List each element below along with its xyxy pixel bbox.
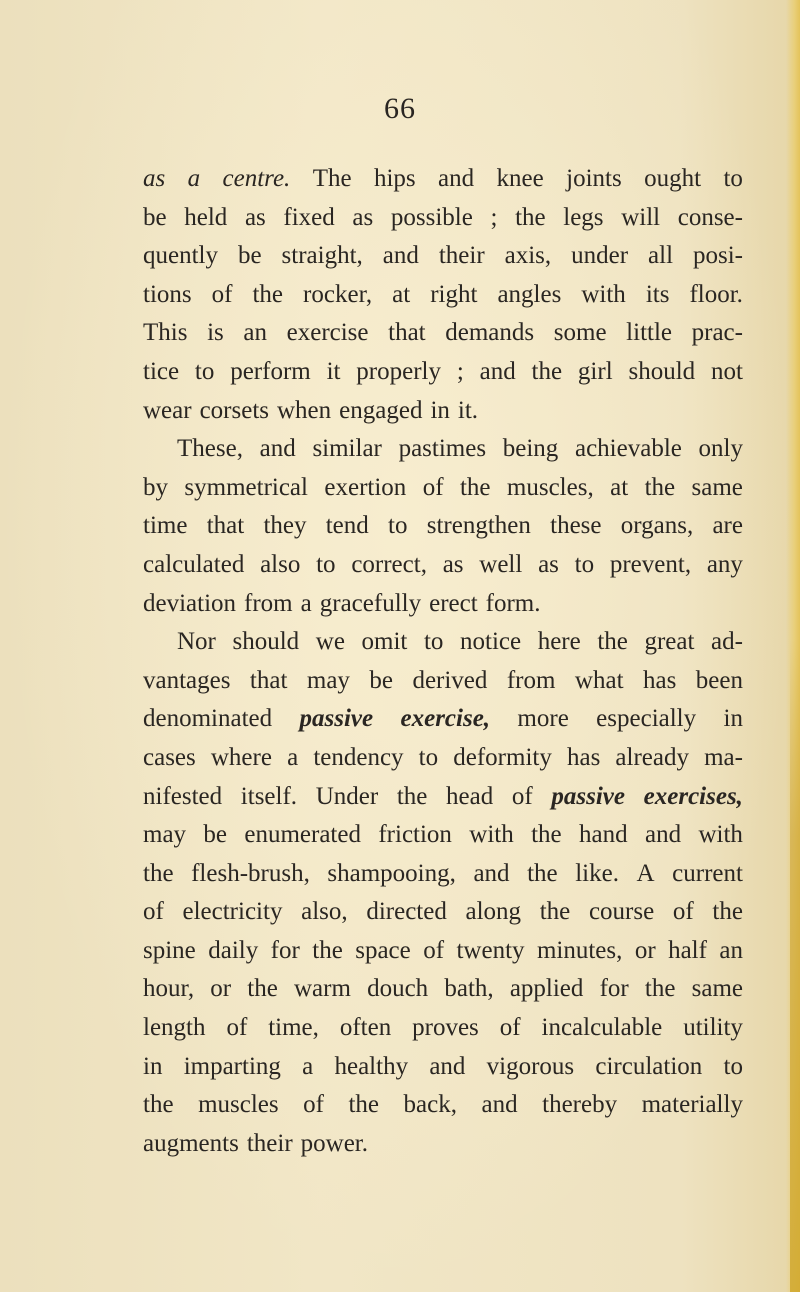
word: wear (143, 396, 192, 424)
word: a (300, 589, 312, 617)
text-line (143, 932, 743, 971)
text-line (143, 276, 743, 315)
word: straight, (281, 242, 363, 270)
text-line (143, 1125, 743, 1164)
word: may (306, 666, 350, 694)
body-text (143, 160, 743, 1163)
word: spine (143, 936, 196, 964)
word: These, (177, 435, 243, 463)
word: hour, (143, 975, 195, 1003)
word: calculated (143, 550, 245, 578)
word: centre. (222, 165, 291, 192)
word: This (143, 319, 188, 347)
word: also, (301, 898, 348, 926)
word: of (303, 1091, 324, 1119)
word: angles (497, 280, 562, 308)
text-line (143, 623, 743, 662)
word: demands (445, 319, 535, 347)
word: an (243, 319, 267, 347)
word: been (695, 666, 743, 694)
word: twenty (456, 936, 525, 964)
word: or (634, 936, 656, 964)
word: as (538, 550, 559, 578)
word: held (184, 203, 228, 231)
word: great (644, 628, 695, 656)
word: symmetrical (184, 473, 308, 501)
word: the (348, 1091, 380, 1119)
word: of (672, 898, 694, 926)
word: achievable (574, 435, 682, 463)
word: Under (315, 782, 379, 810)
word: the (247, 975, 278, 1003)
word: power. (300, 1129, 369, 1157)
word: not (710, 357, 743, 385)
word: a (287, 743, 299, 771)
text-line (143, 199, 743, 238)
word: properly (356, 357, 441, 385)
word: ad- (711, 628, 743, 656)
word: what (574, 666, 624, 694)
word: should (232, 628, 300, 656)
word: the (396, 782, 428, 810)
word: is (207, 319, 224, 347)
word: and (481, 1091, 518, 1119)
text-line (143, 970, 743, 1009)
word: course (588, 898, 655, 926)
word: notice (460, 628, 522, 656)
word: materially (641, 1091, 743, 1119)
word: a (302, 1052, 314, 1080)
word: the (143, 1091, 174, 1119)
word: prac- (691, 319, 743, 347)
word: any (706, 550, 743, 578)
word: more (517, 705, 569, 733)
word: along (465, 898, 522, 926)
word: cases (143, 743, 196, 771)
word: and (259, 435, 296, 463)
word: space (355, 936, 411, 964)
word: erect (429, 589, 478, 617)
word: some (553, 319, 607, 347)
word: well (479, 550, 523, 578)
word: little (626, 319, 672, 347)
word: time, (268, 1014, 319, 1042)
word: strengthen (426, 512, 531, 540)
word: muscles, (506, 473, 594, 501)
word: only (698, 435, 743, 463)
word: of (499, 1014, 521, 1042)
word: incalculable (541, 1014, 663, 1042)
word: of (423, 936, 445, 964)
word: time (143, 512, 188, 540)
word: be (143, 203, 167, 231)
text-line (143, 700, 743, 739)
word: minutes, (536, 936, 623, 964)
text-line (143, 816, 743, 855)
word: The (312, 165, 352, 192)
word: prevent, (609, 550, 692, 578)
word: the (459, 473, 491, 501)
word: posi- (693, 242, 743, 270)
text-line (143, 585, 743, 624)
word: the (143, 859, 174, 887)
word: denominated (143, 705, 273, 733)
word: omit (361, 628, 408, 656)
text-line (143, 739, 743, 778)
word: to (574, 550, 595, 578)
word: engaged (339, 396, 423, 424)
word: A (636, 859, 655, 887)
word: under (571, 242, 629, 270)
word: as (244, 203, 266, 231)
word: we (315, 628, 345, 656)
word: be (369, 666, 393, 694)
word: deviation (143, 589, 237, 617)
word: to (194, 357, 215, 385)
word: vantages (143, 666, 231, 694)
word: be (237, 242, 262, 270)
word: with (469, 821, 514, 849)
word: with (698, 821, 743, 849)
word: daily (208, 936, 259, 964)
word: their (246, 1129, 293, 1157)
word: may (143, 821, 187, 849)
word: being (502, 435, 559, 463)
text-line (143, 1009, 743, 1048)
word: these (550, 512, 602, 540)
word: the (531, 357, 563, 385)
word: enumerated (244, 821, 361, 849)
word: to (316, 550, 336, 578)
word: douch (367, 975, 429, 1003)
word: corsets (199, 396, 269, 424)
word: are (712, 512, 743, 540)
text-line (143, 353, 743, 392)
word: form. (485, 589, 541, 617)
word: deformity (453, 743, 552, 771)
word: girl (577, 357, 613, 385)
word: ; (456, 357, 464, 385)
word: as (352, 203, 374, 231)
word: its (645, 280, 670, 308)
word: the (252, 280, 284, 308)
word: has (566, 743, 601, 771)
word: in (143, 1052, 163, 1080)
word: in (723, 705, 743, 733)
page-edge-stain (790, 640, 800, 1292)
word: head (446, 782, 494, 810)
word: where (210, 743, 272, 771)
word: and (429, 1052, 466, 1080)
word: of (422, 473, 444, 501)
word: applied (509, 975, 584, 1003)
word: exertion (324, 473, 407, 501)
word: of (143, 898, 164, 926)
word: pastimes (398, 435, 487, 463)
word: and (382, 242, 419, 270)
word: organs, (620, 512, 694, 540)
word: friction (378, 821, 452, 849)
word: also (260, 550, 301, 578)
word: will (621, 203, 661, 231)
word: it (326, 357, 341, 385)
word: ; (490, 203, 498, 231)
word: ma- (704, 743, 743, 771)
word: bath, (444, 975, 494, 1003)
word: to (423, 628, 444, 656)
word: possible (390, 203, 473, 231)
word: like. (575, 859, 619, 887)
word: healthy (334, 1052, 409, 1080)
text-line (143, 237, 743, 276)
word: right (430, 280, 478, 308)
word: especially (596, 705, 697, 733)
word: to (418, 743, 439, 771)
word: that (388, 319, 426, 347)
word: passive (299, 705, 374, 733)
word: warm (293, 975, 351, 1003)
word: vigorous (486, 1052, 575, 1080)
word: same (691, 975, 743, 1003)
word: to (723, 165, 743, 192)
word: utility (683, 1014, 743, 1042)
word: thereby (542, 1091, 618, 1119)
word: fixed (283, 203, 335, 231)
word: circulation (595, 1052, 703, 1080)
word: as (143, 165, 166, 192)
word: an (719, 936, 743, 964)
word: flesh-brush, (191, 859, 310, 887)
word: the (527, 859, 558, 887)
word: muscles (198, 1091, 279, 1119)
word: tendency (313, 743, 404, 771)
word: legs (563, 203, 604, 231)
text-line (143, 507, 743, 546)
page-number: 66 (384, 92, 416, 125)
word: with (581, 280, 626, 308)
word: exercises, (643, 782, 743, 810)
word: itself. (240, 782, 298, 810)
word: when (277, 396, 332, 424)
word: half (668, 936, 707, 964)
word: back, (403, 1091, 457, 1119)
word: joints (566, 165, 622, 192)
word: correct, (351, 550, 427, 578)
word: knee (496, 165, 544, 192)
word: at (610, 473, 629, 501)
word: length (143, 1014, 206, 1042)
word: Nor (177, 628, 216, 656)
word: the (312, 936, 343, 964)
word: the (539, 898, 571, 926)
word: passive (551, 782, 625, 810)
word: and (479, 357, 516, 385)
text-line (143, 160, 743, 199)
text-line (143, 855, 743, 894)
text-line (143, 430, 743, 469)
word: the (515, 203, 546, 231)
text-line (143, 314, 743, 353)
word: perform (230, 357, 311, 385)
word: of (226, 1014, 248, 1042)
word: current (672, 859, 743, 887)
word: to (388, 512, 408, 540)
text-line (143, 1048, 743, 1087)
word: augments (143, 1129, 239, 1157)
word: be (203, 821, 228, 849)
word: conse- (677, 203, 743, 231)
word: hand (579, 821, 628, 849)
word: for (270, 936, 300, 964)
text-line (143, 469, 743, 508)
word: all (648, 242, 674, 270)
word: by (143, 473, 168, 501)
word: the (531, 821, 562, 849)
word: directed (366, 898, 447, 926)
word: quently (143, 242, 218, 270)
word: the (644, 975, 676, 1003)
word: their (438, 242, 485, 270)
word: it. (457, 396, 479, 424)
word: that (206, 512, 245, 540)
word: and (473, 859, 510, 887)
text-line (143, 546, 743, 585)
word: the (597, 628, 628, 656)
word: of (211, 280, 233, 308)
text-line (143, 392, 743, 431)
word: electricity (182, 898, 283, 926)
word: or (210, 975, 232, 1003)
text-line (143, 778, 743, 817)
word: similar (312, 435, 382, 463)
word: they (263, 512, 307, 540)
word: floor. (689, 280, 743, 308)
word: gracefully (319, 589, 422, 617)
word: ought (644, 165, 702, 192)
word: exercise, (400, 705, 491, 733)
word: axis, (504, 242, 552, 270)
word: already (615, 743, 689, 771)
word: tend (325, 512, 369, 540)
word: has (642, 666, 677, 694)
word: and (644, 821, 682, 849)
word: from (244, 589, 293, 617)
word: proves (412, 1014, 479, 1042)
word: should (628, 357, 696, 385)
word: shampooing, (327, 859, 456, 887)
word: rocker, (303, 280, 373, 308)
word: often (339, 1014, 392, 1042)
word: hips (373, 165, 416, 192)
word: in (430, 396, 450, 424)
word: to (723, 1052, 743, 1080)
word: here (537, 628, 581, 656)
word: from (506, 666, 556, 694)
word: the (644, 473, 676, 501)
word: for (599, 975, 629, 1003)
text-line (143, 893, 743, 932)
text-line (143, 1086, 743, 1125)
word: and (438, 165, 475, 192)
word: of (511, 782, 533, 810)
word: tice (143, 357, 180, 385)
word: at (392, 280, 411, 308)
word: as (442, 550, 464, 578)
word: exercise (286, 319, 369, 347)
word: nifested (143, 782, 223, 810)
word: tions (143, 280, 192, 308)
text-line (143, 662, 743, 701)
word: derived (412, 666, 488, 694)
word: imparting (183, 1052, 281, 1080)
word: a (187, 165, 201, 192)
word: same (691, 473, 743, 501)
word: that (249, 666, 288, 694)
word: the (712, 898, 743, 926)
